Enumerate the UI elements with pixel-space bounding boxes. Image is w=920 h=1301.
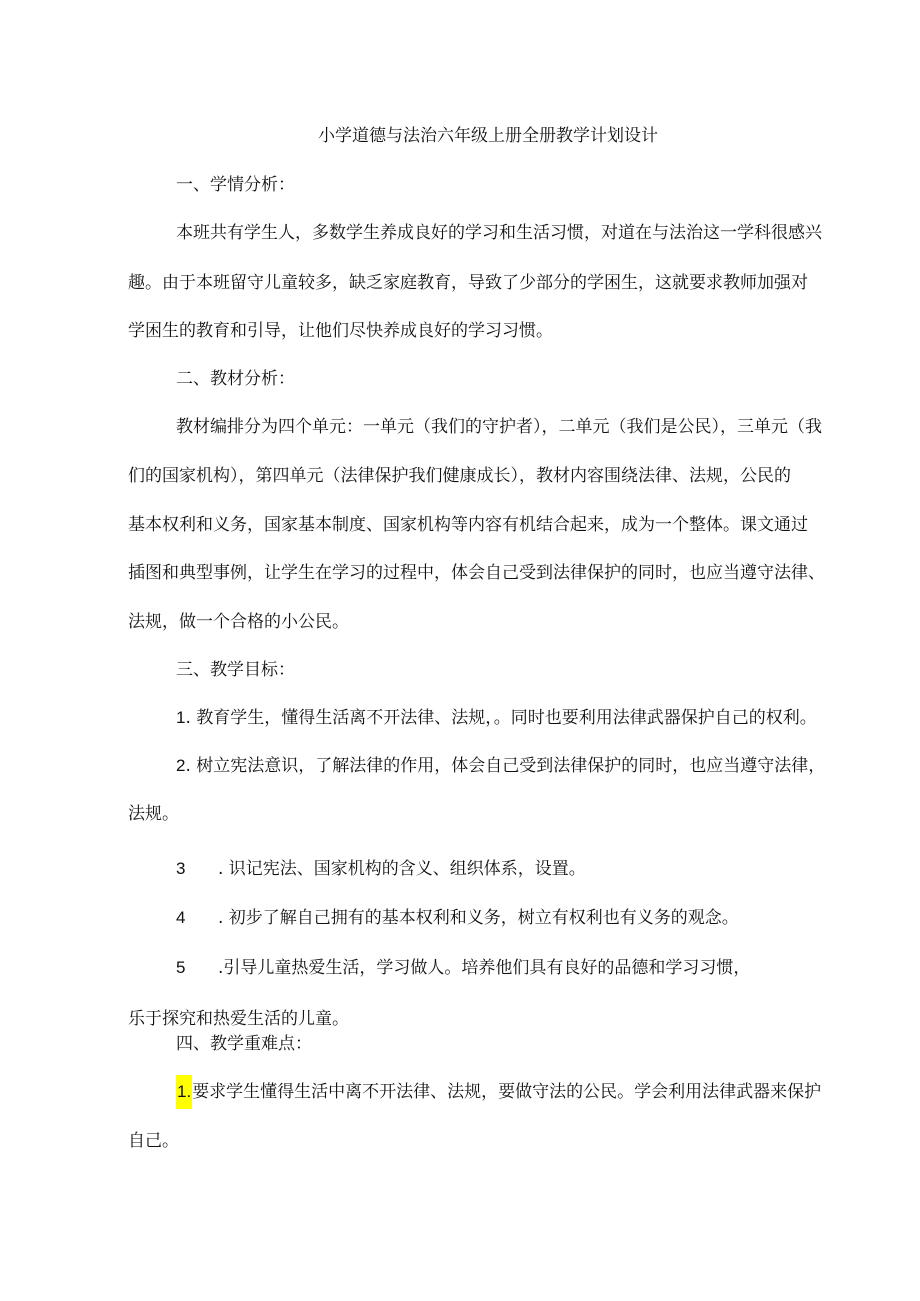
goal-item-2	[176, 755, 825, 777]
goal-number: 5	[176, 958, 186, 977]
goal-item-4	[176, 907, 739, 929]
goal-text: . 初步了解自己拥有的基本权利和义务，树立有权利也有义务的观念。	[218, 908, 739, 928]
page-title: 小学道德与法治六年级上册全册教学计划设计	[318, 126, 658, 146]
paragraph-line: 趣。由于本班留守儿童较多，缺乏家庭教育，导致了少部分的学困生，这就要求教师加强对	[128, 273, 808, 293]
paragraph-line: 基本权利和义务，国家基本制度、国家机构等内容有机结合起来，成为一个整体。课文通过	[128, 515, 808, 535]
paragraph-line: 法规，做一个合格的小公民。	[128, 612, 349, 632]
goal-number: 2	[176, 756, 186, 775]
section-heading-1: 一、学情分析：	[176, 175, 295, 195]
goal-item-5	[176, 957, 750, 979]
goal-text: . 教育学生，懂得生活离不开法律、法规，。同时也要利用法律武器保护自己的权利。	[185, 708, 817, 728]
goal-item-5-continued: 乐于探究和热爱生活的儿童。	[128, 1009, 349, 1029]
paragraph-line: 教材编排分为四个单元：一单元（我们的守护者），二单元（我们是公民），三单元（我	[176, 417, 822, 437]
paragraph-line: 学困生的教育和引导，让他们尽快养成良好的学习习惯。	[128, 321, 553, 341]
section-heading-2: 二、教材分析：	[176, 369, 295, 389]
goal-number: 3	[176, 859, 186, 878]
goal-item-3	[176, 858, 586, 880]
goal-text: .引导儿童热爱生活，学习做人。培养他们具有良好的品德和学习习惯，	[218, 958, 751, 978]
section-heading-4: 四、教学重难点：	[176, 1034, 312, 1054]
key-point-item-1-continued: 自己。	[128, 1131, 179, 1151]
goal-item-2-continued: 法规。	[128, 804, 179, 824]
goal-text: . 树立宪法意识，了解法律的作用，体会自己受到法律保护的同时，也应当遵守法律，	[185, 756, 826, 776]
goal-number: 4	[176, 908, 186, 927]
goal-item-1	[176, 707, 817, 729]
goal-number: 1	[176, 708, 186, 727]
goal-text: . 识记宪法、国家机构的含义、组织体系，设置。	[218, 859, 586, 879]
key-point-text: 要求学生懂得生活中离不开法律、法规，要做守法的公民。学会利用法律武器来保护	[192, 1082, 822, 1102]
paragraph-line: 们的国家机构），第四单元（法律保护我们健康成长），教材内容围绕法律、法规，公民的	[128, 466, 791, 486]
key-point-item-1	[176, 1081, 821, 1109]
section-heading-3: 三、教学目标：	[176, 660, 295, 680]
highlighted-number: 1.	[176, 1075, 192, 1109]
paragraph-line: 本班共有学生人，多数学生养成良好的学习和生活习惯，对道在与法治这一学科很感兴	[176, 223, 822, 243]
paragraph-line: 插图和典型事例，让学生在学习的过程中，体会自己受到法律保护的同时，也应当遵守法律、	[128, 563, 825, 583]
